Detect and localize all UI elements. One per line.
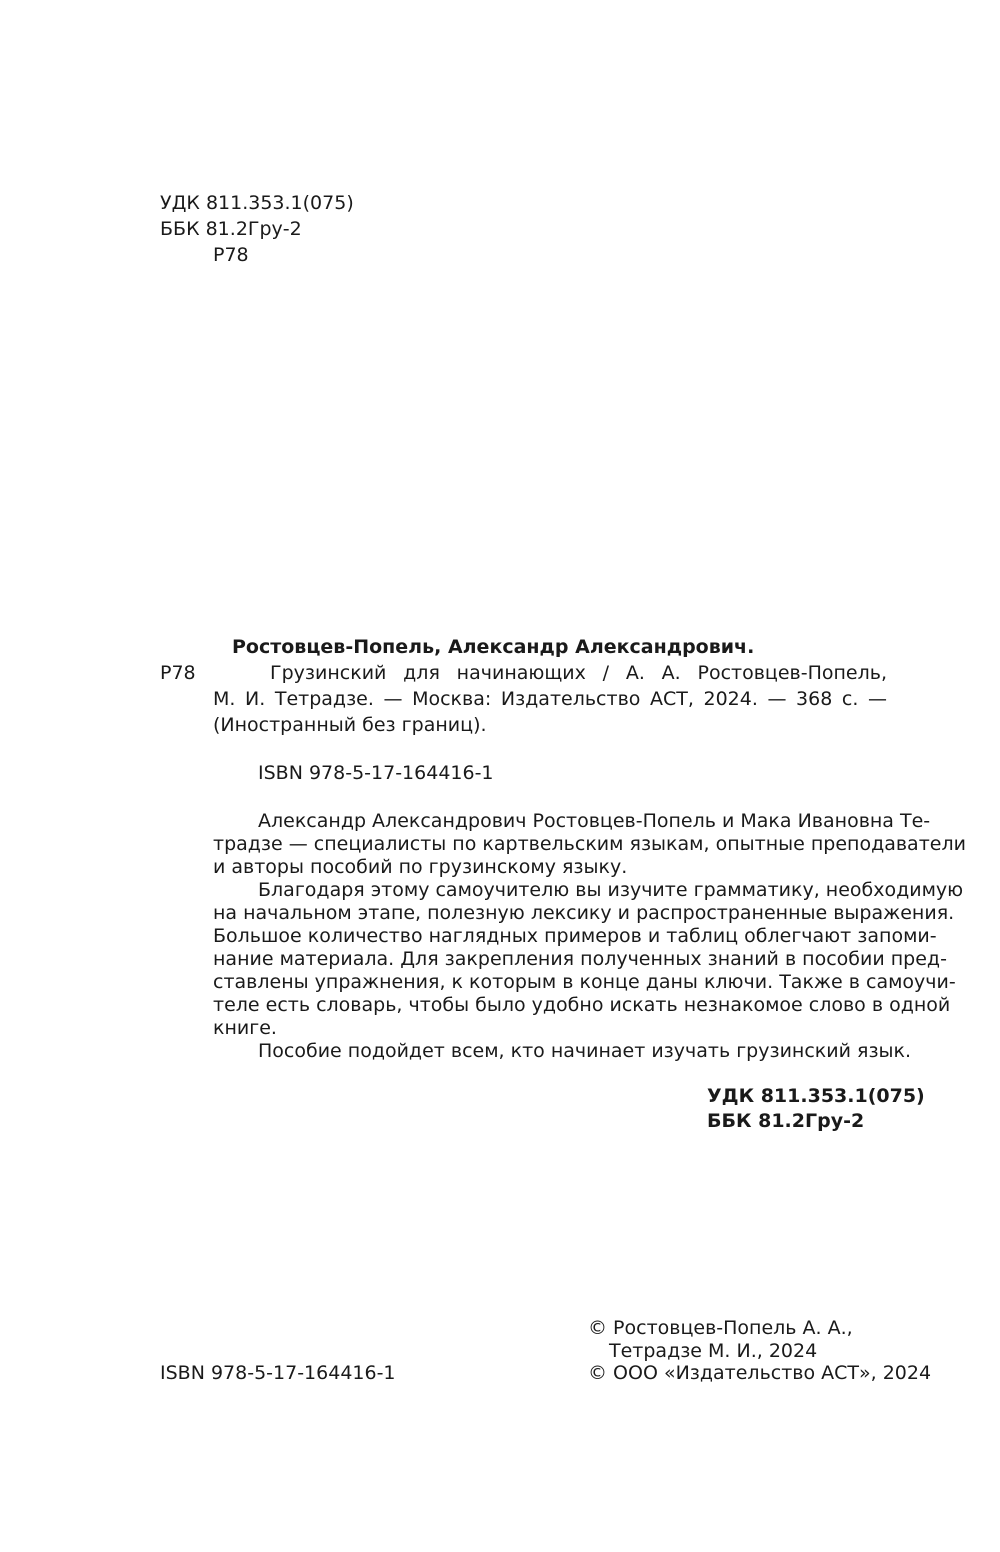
annotation-line: Благодаря этому самоучителю вы изучите грамматику, необходимую <box>258 879 964 901</box>
bib-code: Р78 <box>160 662 196 684</box>
bib-line-3: (Иностранный без границ). <box>213 714 487 736</box>
copyright-authors: © Ростовцев-Попель А. А., <box>588 1317 853 1339</box>
annotation-line: Большое количество наглядных примеров и таблиц облегчают запоми- <box>213 925 937 947</box>
bib-author: Ростовцев-Попель, Александр Александрович. <box>232 636 755 658</box>
bib-line-1: Грузинский для начинающих / А. А. Ростовцев-Попель, <box>270 662 887 684</box>
annotation-line: ставлены упражнения, к которым в конце даны ключи. Также в самоучи- <box>213 971 956 993</box>
annotation-line: книге. <box>213 1017 277 1039</box>
annotation-paragraph-1 <box>213 810 966 879</box>
footer-isbn: ISBN 978-5-17-164416-1 <box>160 1362 396 1384</box>
annotation-line: традзе — специалисты по картвельским языкам, опытные преподаватели <box>213 833 966 855</box>
classification-bbk: ББК 81.2Гру-2 <box>707 1110 865 1132</box>
annotation-paragraph-2 <box>213 879 964 1040</box>
copyright-authors-year: Тетрадзе М. И., 2024 <box>609 1340 818 1362</box>
header-udk: УДК 811.353.1(075) <box>160 192 354 214</box>
annotation-line: Александр Александрович Ростовцев-Попель и Мака Ивановна Те- <box>258 810 931 832</box>
bib-line-2: М. И. Тетрадзе. — Москва: Издательство АСТ, 2024. — 368 с. — <box>213 688 887 710</box>
bib-isbn: ISBN 978-5-17-164416-1 <box>258 762 494 784</box>
copyright-publisher: © ООО «Издательство АСТ», 2024 <box>588 1362 932 1384</box>
annotation-line: Пособие подойдет всем, кто начинает изучать грузинский язык. <box>258 1040 912 1062</box>
header-bbk: ББК 81.2Гру-2 <box>160 218 302 240</box>
annotation-line: на начальном этапе, полезную лексику и распространенные выражения. <box>213 902 955 924</box>
annotation-line: нание материала. Для закрепления полученных знаний в пособии пред- <box>213 948 947 970</box>
annotation-paragraph-3 <box>213 1040 912 1063</box>
classification-udk: УДК 811.353.1(075) <box>707 1085 925 1107</box>
header-code: Р78 <box>213 244 249 266</box>
annotation-line: теле есть словарь, чтобы было удобно искать незнакомое слово в одной <box>213 994 951 1016</box>
annotation-line: и авторы пособий по грузинскому языку. <box>213 856 628 878</box>
